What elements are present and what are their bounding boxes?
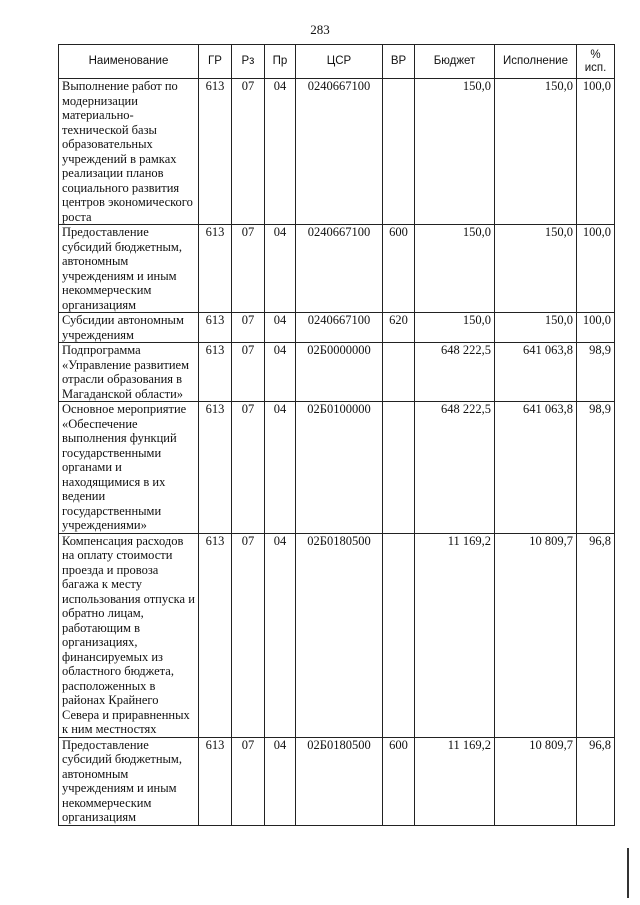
row-budget: 150,0 — [415, 79, 495, 225]
row-pr: 04 — [265, 225, 296, 313]
row-budget: 150,0 — [415, 225, 495, 313]
row-execution: 150,0 — [495, 225, 577, 313]
row-gr: 613 — [199, 343, 232, 402]
row-pr: 04 — [265, 79, 296, 225]
header-row — [59, 45, 615, 79]
row-vr — [383, 402, 415, 534]
row-execution: 150,0 — [495, 79, 577, 225]
row-rz: 07 — [232, 225, 265, 313]
row-csr: 02Б0180500 — [296, 737, 383, 825]
header-execution: Исполнение — [495, 45, 577, 79]
row-gr: 613 — [199, 225, 232, 313]
row-csr: 0240667100 — [296, 313, 383, 343]
row-vr: 620 — [383, 313, 415, 343]
row-csr: 02Б0000000 — [296, 343, 383, 402]
row-percent: 98,9 — [577, 343, 615, 402]
row-csr: 02Б0180500 — [296, 533, 383, 737]
row-vr — [383, 533, 415, 737]
row-pr: 04 — [265, 343, 296, 402]
row-gr: 613 — [199, 79, 232, 225]
header-gr: ГР — [199, 45, 232, 79]
row-percent: 96,8 — [577, 737, 615, 825]
row-gr: 613 — [199, 737, 232, 825]
row-percent: 100,0 — [577, 79, 615, 225]
table-row — [59, 313, 615, 343]
row-csr: 02Б0100000 — [296, 402, 383, 534]
header-name: Наименование — [59, 45, 199, 79]
row-pr: 04 — [265, 402, 296, 534]
row-rz: 07 — [232, 79, 265, 225]
row-name: Подпрограмма «Управление развитием отрасли образования в Магаданской области» — [59, 343, 199, 402]
row-name: Компенсация расходов на оплату стоимости проезда и провоза багажа к месту использования отпуска и обратно лицам, работающим в организациях, финансируемых из областного бюджета, расположенных в районах Крайнего Севера и приравненных к ним местностях — [59, 533, 199, 737]
row-execution: 641 063,8 — [495, 343, 577, 402]
table-row — [59, 402, 615, 534]
row-gr: 613 — [199, 533, 232, 737]
row-execution: 10 809,7 — [495, 533, 577, 737]
row-budget: 11 169,2 — [415, 533, 495, 737]
row-pr: 04 — [265, 313, 296, 343]
row-pr: 04 — [265, 533, 296, 737]
row-pr: 04 — [265, 737, 296, 825]
header-budget: Бюджет — [415, 45, 495, 79]
row-budget: 648 222,5 — [415, 343, 495, 402]
table-row — [59, 225, 615, 313]
table-row — [59, 79, 615, 225]
row-vr: 600 — [383, 225, 415, 313]
row-execution: 150,0 — [495, 313, 577, 343]
row-percent: 100,0 — [577, 313, 615, 343]
table-row — [59, 533, 615, 737]
row-name: Субсидии автономным учреждениям — [59, 313, 199, 343]
table-row — [59, 343, 615, 402]
row-budget: 648 222,5 — [415, 402, 495, 534]
row-rz: 07 — [232, 313, 265, 343]
row-csr: 0240667100 — [296, 225, 383, 313]
row-vr — [383, 79, 415, 225]
row-name: Основное мероприятие «Обеспечение выполнения функций государственными органами и находящимися в их ведении государственными учреждениями» — [59, 402, 199, 534]
row-budget: 11 169,2 — [415, 737, 495, 825]
header-percent-line1: % — [590, 48, 601, 61]
row-percent: 100,0 — [577, 225, 615, 313]
row-execution: 641 063,8 — [495, 402, 577, 534]
header-rz: Рз — [232, 45, 265, 79]
row-rz: 07 — [232, 343, 265, 402]
row-vr: 600 — [383, 737, 415, 825]
row-gr: 613 — [199, 313, 232, 343]
row-name: Выполнение работ по модернизации материально-технической базы образовательных учреждений в рамках реализации планов социального развития центров экономического роста — [59, 79, 199, 225]
budget-table — [58, 44, 615, 826]
row-rz: 07 — [232, 402, 265, 534]
row-budget: 150,0 — [415, 313, 495, 343]
table-row — [59, 737, 615, 825]
row-execution: 10 809,7 — [495, 737, 577, 825]
row-csr: 0240667100 — [296, 79, 383, 225]
row-percent: 98,9 — [577, 402, 615, 534]
row-name: Предоставление субсидий бюджетным, автономным учреждениям и иным некоммерческим организациям — [59, 225, 199, 313]
row-rz: 07 — [232, 737, 265, 825]
row-name: Предоставление субсидий бюджетным, автономным учреждениям и иным некоммерческим организациям — [59, 737, 199, 825]
header-percent-line2: исп. — [584, 61, 607, 74]
row-rz: 07 — [232, 533, 265, 737]
scan-edge-mark — [627, 848, 629, 898]
header-percent — [577, 45, 615, 79]
header-pr: Пр — [265, 45, 296, 79]
header-csr: ЦСР — [296, 45, 383, 79]
row-vr — [383, 343, 415, 402]
header-vr: ВР — [383, 45, 415, 79]
row-gr: 613 — [199, 402, 232, 534]
row-percent: 96,8 — [577, 533, 615, 737]
page-number: 283 — [310, 22, 330, 37]
